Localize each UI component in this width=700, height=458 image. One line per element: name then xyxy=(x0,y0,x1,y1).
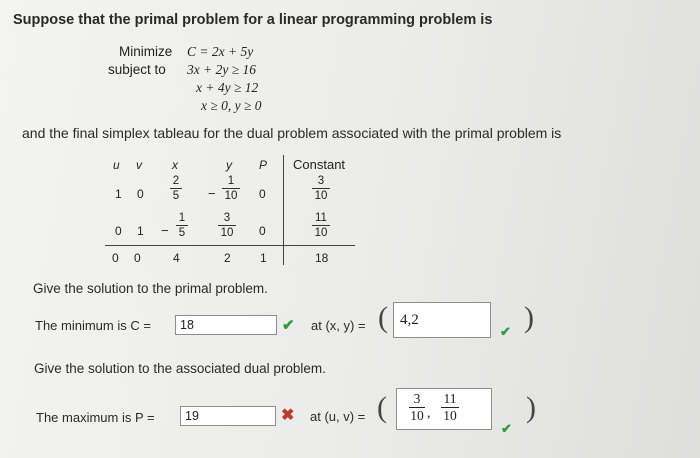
primal-prompt: Give the solution to the primal problem. xyxy=(33,281,268,296)
header-constant: Constant xyxy=(293,157,346,172)
r1-y-neg: − xyxy=(208,186,216,201)
r1-y-num: 1 xyxy=(227,175,235,187)
xy-correct-check-icon: ✔ xyxy=(500,324,511,339)
r1-c-den: 10 xyxy=(314,190,328,202)
r2-u: 0 xyxy=(115,224,122,238)
min-correct-check-icon: ✔ xyxy=(282,317,295,334)
minimize-label: Minimize xyxy=(119,44,173,59)
uv-open-paren: ( xyxy=(377,391,387,424)
r2-y-fraction xyxy=(218,212,236,239)
r1-y-fraction xyxy=(222,175,240,202)
r3-y: 2 xyxy=(224,251,231,265)
uv-v-num: 11 xyxy=(443,391,457,406)
r2-x-num: 1 xyxy=(178,212,186,224)
constraint-1: 3x + 2y ≥ 16 xyxy=(187,62,257,77)
r2-v: 1 xyxy=(137,224,144,238)
header-y: y xyxy=(226,158,232,172)
xy-open-paren: ( xyxy=(378,301,388,334)
r1-x-num: 2 xyxy=(172,175,180,187)
max-incorrect-x-icon: ✖ xyxy=(281,407,295,424)
max-label: The maximum is P = xyxy=(36,410,155,425)
uv-u-num: 3 xyxy=(413,391,421,406)
header-v: v xyxy=(136,158,142,172)
r2-x-den: 5 xyxy=(178,227,186,239)
xy-close-paren: ) xyxy=(524,301,534,334)
r3-u: 0 xyxy=(112,251,119,265)
r1-x-den: 5 xyxy=(172,190,180,202)
r1-constant-fraction xyxy=(312,175,330,202)
r2-y-den: 10 xyxy=(220,227,234,239)
r2-y-num: 3 xyxy=(223,212,231,224)
header-x: x xyxy=(172,158,178,172)
dual-prompt: Give the solution to the associated dual problem. xyxy=(34,361,326,376)
constraint-3: x ≥ 0, y ≥ 0 xyxy=(201,98,262,113)
uv-v-fraction xyxy=(441,392,459,423)
min-value-input[interactable]: 18 xyxy=(175,315,277,335)
r3-p: 1 xyxy=(260,251,267,265)
r3-c: 18 xyxy=(315,251,329,265)
uv-u-den: 10 xyxy=(410,408,424,423)
uv-separator: , xyxy=(427,406,431,421)
uv-close-paren: ) xyxy=(526,391,536,424)
tableau-vertical-rule xyxy=(283,155,284,265)
subject-to-label: subject to xyxy=(108,62,166,77)
tableau-intro: and the final simplex tableau for the dual problem associated with the primal problem is xyxy=(22,125,562,141)
r2-p: 0 xyxy=(259,224,266,238)
max-value-input[interactable]: 19 xyxy=(180,406,276,426)
r2-x-fraction xyxy=(176,212,188,239)
r2-constant-fraction xyxy=(312,212,330,239)
tableau-horizontal-rule xyxy=(105,245,355,246)
uv-value-input[interactable] xyxy=(396,388,492,430)
xy-label: at (x, y) = xyxy=(311,318,366,333)
r1-p: 0 xyxy=(259,187,266,201)
question-text: Suppose that the primal problem for a linear programming problem is xyxy=(13,12,493,28)
r1-y-den: 10 xyxy=(224,190,238,202)
uv-correct-check-icon: ✔ xyxy=(501,421,512,436)
r1-x-fraction xyxy=(170,175,182,202)
xy-value-input[interactable]: 4,2 xyxy=(393,302,491,338)
r3-x: 4 xyxy=(173,251,180,265)
r2-c-den: 10 xyxy=(314,227,328,239)
min-label: The minimum is C = xyxy=(35,318,151,333)
r1-v: 0 xyxy=(137,187,144,201)
header-p: P xyxy=(259,158,268,172)
r2-c-num: 11 xyxy=(315,212,327,224)
uv-u-fraction xyxy=(409,392,425,423)
header-u: u xyxy=(113,158,120,172)
r3-v: 0 xyxy=(134,251,141,265)
uv-label: at (u, v) = xyxy=(310,409,366,424)
r1-u: 1 xyxy=(115,187,122,201)
constraint-2: x + 4y ≥ 12 xyxy=(196,80,259,95)
r1-c-num: 3 xyxy=(317,175,325,187)
uv-v-den: 10 xyxy=(443,408,457,423)
r2-x-neg: − xyxy=(161,223,169,238)
objective: C = 2x + 5y xyxy=(187,44,254,59)
